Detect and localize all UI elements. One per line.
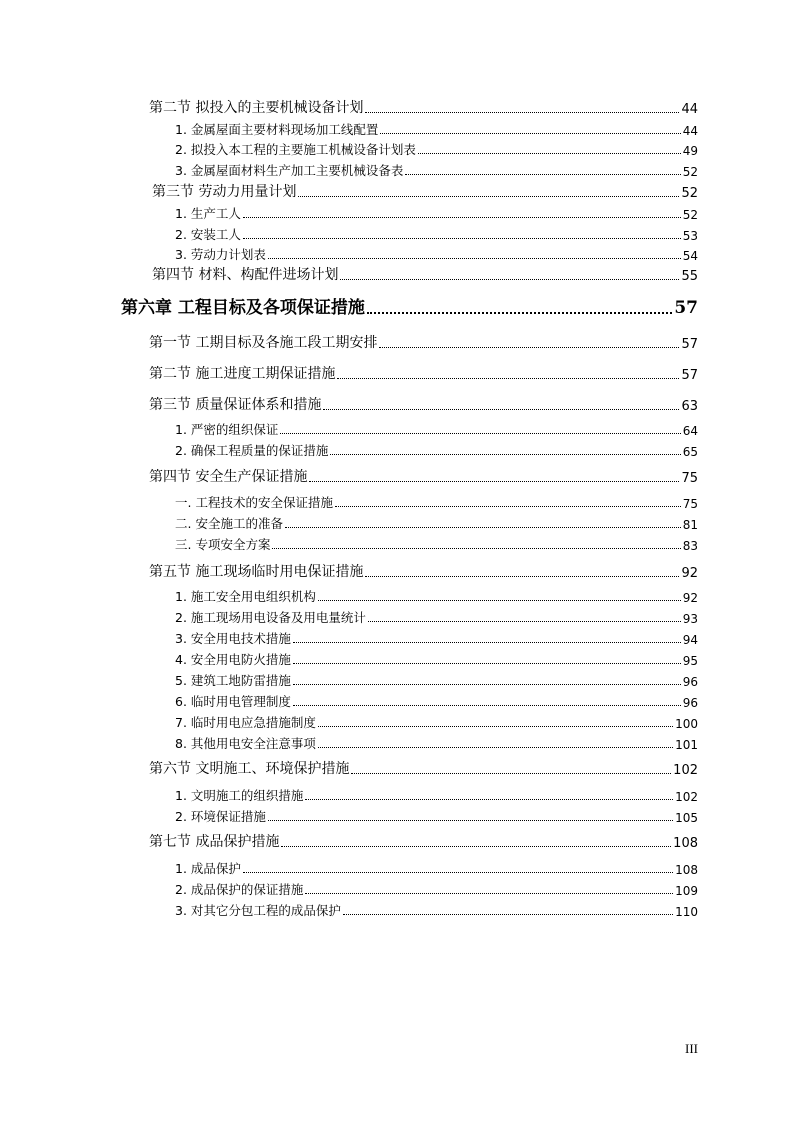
toc-page-number: 44 xyxy=(681,102,698,117)
toc-page-number: 75 xyxy=(682,497,698,511)
toc-row[interactable] xyxy=(175,204,698,222)
dot-leader xyxy=(340,278,679,280)
dot-leader xyxy=(318,725,673,727)
toc-row[interactable] xyxy=(152,181,698,201)
toc-label: 5. 建筑工地防雷措施 xyxy=(175,673,291,688)
toc-page-number: 64 xyxy=(682,424,698,438)
toc-label: 3. 对其它分包工程的成品保护 xyxy=(175,903,341,918)
toc-label: 第四节 材料、构配件进场计划 xyxy=(152,267,339,283)
toc-row[interactable] xyxy=(149,561,698,581)
dot-leader xyxy=(305,892,673,894)
dot-leader xyxy=(285,526,681,528)
toc-row[interactable] xyxy=(175,671,698,689)
toc-page-number: 96 xyxy=(682,696,698,710)
dot-leader xyxy=(368,620,681,622)
footer-page-number: III xyxy=(685,1041,698,1056)
toc-row[interactable] xyxy=(149,394,698,414)
toc-row[interactable] xyxy=(175,493,698,511)
toc-page-number: 63 xyxy=(681,399,698,414)
toc-page-number: 110 xyxy=(675,905,698,919)
toc-row[interactable] xyxy=(149,758,698,778)
toc-row[interactable] xyxy=(149,97,698,117)
toc-label: 2. 成品保护的保证措施 xyxy=(175,882,304,897)
dot-leader xyxy=(337,377,679,379)
toc-row[interactable] xyxy=(175,734,698,752)
toc-page-number: 92 xyxy=(682,591,698,605)
toc-row[interactable] xyxy=(175,535,698,553)
toc-page-number: 105 xyxy=(675,811,698,825)
toc-page-number: 92 xyxy=(681,566,698,581)
toc-label: 1. 生产工人 xyxy=(175,206,241,221)
toc-row[interactable] xyxy=(175,161,698,179)
toc-page-number: 75 xyxy=(681,471,698,486)
toc-row[interactable] xyxy=(175,587,698,605)
toc-label: 3. 安全用电技术措施 xyxy=(175,631,291,646)
dot-leader xyxy=(305,798,673,800)
toc-page-number: 100 xyxy=(675,717,698,731)
toc-row[interactable] xyxy=(149,363,698,383)
dot-leader xyxy=(243,871,673,873)
toc-row[interactable] xyxy=(175,441,698,459)
toc-row[interactable] xyxy=(175,880,698,898)
toc-page-number: 93 xyxy=(682,612,698,626)
toc-row[interactable] xyxy=(149,831,698,851)
dot-leader xyxy=(343,913,673,915)
toc-row[interactable] xyxy=(175,807,698,825)
toc-row[interactable] xyxy=(149,332,698,352)
dot-leader xyxy=(280,432,680,434)
toc-page-number: 52 xyxy=(682,208,698,222)
toc-label: 1. 施工安全用电组织机构 xyxy=(175,589,316,604)
toc-page-number: 54 xyxy=(682,249,698,263)
toc-row[interactable] xyxy=(175,786,698,804)
toc-label: 第四节 安全生产保证措施 xyxy=(149,469,308,485)
dot-leader xyxy=(351,772,671,774)
dot-leader xyxy=(293,683,681,685)
toc-label: 第六节 文明施工、环境保护措施 xyxy=(149,761,350,777)
toc-page-number: 95 xyxy=(682,654,698,668)
toc-label: 第三节 质量保证体系和措施 xyxy=(149,397,322,413)
toc-row[interactable] xyxy=(152,264,698,284)
toc-label: 2. 环境保证措施 xyxy=(175,809,266,824)
toc-row[interactable] xyxy=(175,629,698,647)
toc-page-number: 108 xyxy=(675,863,698,877)
dot-leader xyxy=(418,152,681,154)
toc-label: 6. 临时用电管理制度 xyxy=(175,694,291,709)
toc-label: 第三节 劳动力用量计划 xyxy=(152,184,297,200)
dot-leader xyxy=(330,453,680,455)
dot-leader xyxy=(268,257,681,259)
toc-page-number: 53 xyxy=(682,229,698,243)
toc-page-number: 101 xyxy=(675,738,698,752)
toc-label: 第二节 拟投入的主要机械设备计划 xyxy=(149,100,364,116)
toc-chapter-row[interactable] xyxy=(121,293,698,318)
toc-row[interactable] xyxy=(175,120,698,138)
toc-row[interactable] xyxy=(175,420,698,438)
toc-row[interactable] xyxy=(175,225,698,243)
dot-leader xyxy=(281,845,671,847)
toc-label: 1. 金属屋面主要材料现场加工线配置 xyxy=(175,122,379,137)
toc-label: 第二节 施工进度工期保证措施 xyxy=(149,366,336,382)
dot-leader xyxy=(323,408,679,410)
toc-label: 三. 专项安全方案 xyxy=(175,537,271,552)
toc-page-number: 52 xyxy=(682,165,698,179)
toc-page-number: 109 xyxy=(675,884,698,898)
toc-page-number: 65 xyxy=(682,445,698,459)
toc-label: 2. 安装工人 xyxy=(175,227,241,242)
toc-page-number: 57 xyxy=(674,298,698,318)
toc-label: 3. 金属屋面材料生产加工主要机械设备表 xyxy=(175,163,404,178)
toc-page-number: 102 xyxy=(673,763,698,778)
toc-row[interactable] xyxy=(175,140,698,158)
toc-page-number: 57 xyxy=(681,337,698,352)
dot-leader xyxy=(380,132,680,134)
toc-label: 2. 确保工程质量的保证措施 xyxy=(175,443,329,458)
toc-row[interactable] xyxy=(175,901,698,919)
toc-row[interactable] xyxy=(175,692,698,710)
dot-leader xyxy=(405,173,680,175)
toc-row[interactable] xyxy=(175,650,698,668)
dot-leader xyxy=(298,195,679,197)
toc-label: 1. 成品保护 xyxy=(175,861,241,876)
toc-row[interactable] xyxy=(175,859,698,877)
toc-row[interactable] xyxy=(175,608,698,626)
dot-leader xyxy=(379,346,679,348)
dot-leader xyxy=(309,480,679,482)
toc-label: 1. 文明施工的组织措施 xyxy=(175,788,304,803)
dot-leader xyxy=(318,599,681,601)
toc-page-number: 102 xyxy=(675,790,698,804)
dot-leader xyxy=(272,547,680,549)
dot-leader xyxy=(243,237,681,239)
toc-label: 一. 工程技术的安全保证措施 xyxy=(175,495,333,510)
dot-leader xyxy=(293,662,681,664)
toc-label: 8. 其他用电安全注意事项 xyxy=(175,736,316,751)
toc-label: 2. 施工现场用电设备及用电量统计 xyxy=(175,610,366,625)
toc-label: 2. 拟投入本工程的主要施工机械设备计划表 xyxy=(175,142,416,157)
toc-row[interactable] xyxy=(149,466,698,486)
toc-label: 二. 安全施工的准备 xyxy=(175,516,283,531)
toc-label: 4. 安全用电防火措施 xyxy=(175,652,291,667)
toc-page-number: 49 xyxy=(682,144,698,158)
dot-leader xyxy=(367,311,672,314)
toc-label: 第五节 施工现场临时用电保证措施 xyxy=(149,564,364,580)
toc-page-number: 81 xyxy=(682,518,698,532)
toc-label: 7. 临时用电应急措施制度 xyxy=(175,715,316,730)
toc-page-number: 57 xyxy=(681,368,698,383)
dot-leader xyxy=(335,505,681,507)
dot-leader xyxy=(293,704,681,706)
toc-page-number: 94 xyxy=(682,633,698,647)
dot-leader xyxy=(365,575,679,577)
toc-page-number: 108 xyxy=(673,836,698,851)
dot-leader xyxy=(365,111,679,113)
dot-leader xyxy=(293,641,681,643)
toc-page-number: 96 xyxy=(682,675,698,689)
dot-leader xyxy=(318,746,673,748)
toc-row[interactable] xyxy=(175,514,698,532)
toc-row[interactable] xyxy=(175,245,698,263)
toc-row[interactable] xyxy=(175,713,698,731)
dot-leader xyxy=(243,216,681,218)
toc-page-number: 55 xyxy=(681,269,698,284)
toc-label: 第一节 工期目标及各施工段工期安排 xyxy=(149,335,378,351)
toc-label: 1. 严密的组织保证 xyxy=(175,422,279,437)
toc-label: 3. 劳动力计划表 xyxy=(175,247,266,262)
toc-label: 第七节 成品保护措施 xyxy=(149,834,280,850)
toc-page-number: 52 xyxy=(681,186,698,201)
toc-page-number: 83 xyxy=(682,539,698,553)
dot-leader xyxy=(268,819,673,821)
toc-page-number: 44 xyxy=(682,124,698,138)
toc-chapter-label: 第六章 工程目标及各项保证措施 xyxy=(121,298,365,318)
